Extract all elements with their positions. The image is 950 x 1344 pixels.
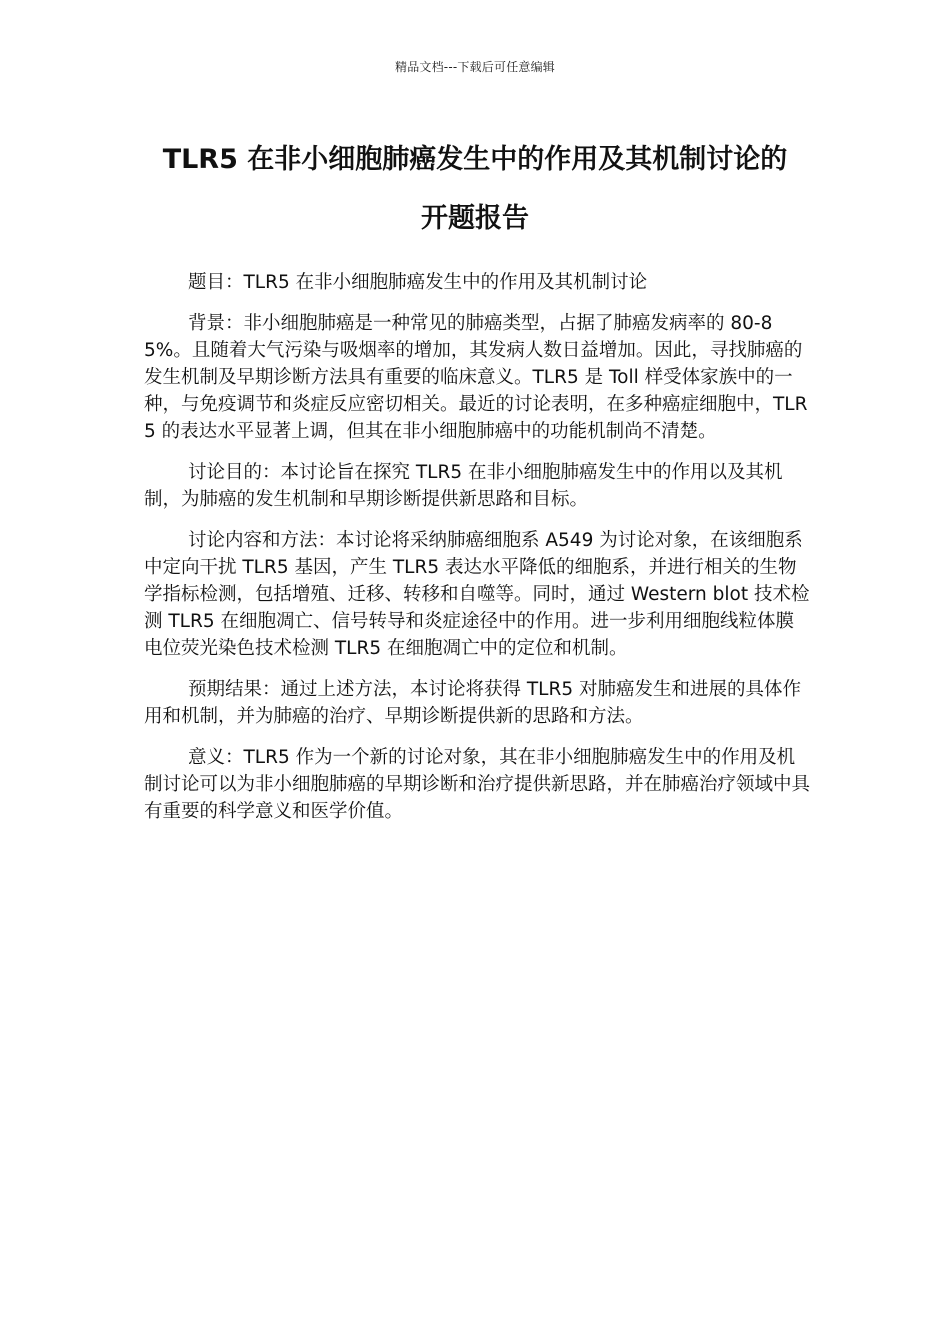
methods-paragraph: 讨论内容和方法：本讨论将采纳肺癌细胞系 A549 为讨论对象，在该细胞系中定向干扰 TLR5 基因，产生 TLR5 表达水平降低的细胞系，并进行相关的生物学指标检测，包括增殖、迁移、转移和自噬等。同时，通过 Western blot 技术检测 TLR5 在细胞凋亡、信号转导和炎症途径中的作用。进一步利用细胞线粒体膜电位荧光染色技术检测 TLR5 在细胞凋亡中的定位和机制。 [144,530,810,659]
document-title [120,130,830,248]
objective-paragraph: 讨论目的：本讨论旨在探究 TLR5 在非小细胞肺癌发生中的作用以及其机制，为肺癌的发生机制和早期诊断提供新思路和目标。 [144,462,783,510]
expected-results-paragraph: 预期结果：通过上述方法，本讨论将获得 TLR5 对肺癌发生和进展的具体作用和机制，并为肺癌的治疗、早期诊断提供新的思路和方法。 [144,679,801,727]
title-line-1: TLR5 在非小细胞肺癌发生中的作用及其机制讨论的 [162,144,788,175]
significance-paragraph: 意义：TLR5 作为一个新的讨论对象，其在非小细胞肺癌发生中的作用及机制讨论可以为非小细胞肺癌的早期诊断和治疗提供新思路，并在肺癌治疗领域中具有重要的科学意义和医学价值。 [144,747,811,822]
background-paragraph: 背景：非小细胞肺癌是一种常见的肺癌类型，占据了肺癌发病率的 80-85%。且随着大气污染与吸烟率的增加，其发病人数日益增加。因此，寻找肺癌的发生机制及早期诊断方法具有重要的临床意义。TLR5 是 Toll 样受体家族中的一种，与免疫调节和炎症反应密切相关。最近的讨论表明，在多种癌症细胞中，TLR5 的表达水平显著上调，但其在非小细胞肺癌中的功能机制尚不清楚。 [144,313,808,442]
topic-paragraph: 题目：TLR5 在非小细胞肺癌发生中的作用及其机制讨论 [188,272,648,293]
header-note: 精品文档---下载后可任意编辑 [395,60,555,74]
document-body [144,269,812,839]
title-line-2: 开题报告 [421,203,529,234]
